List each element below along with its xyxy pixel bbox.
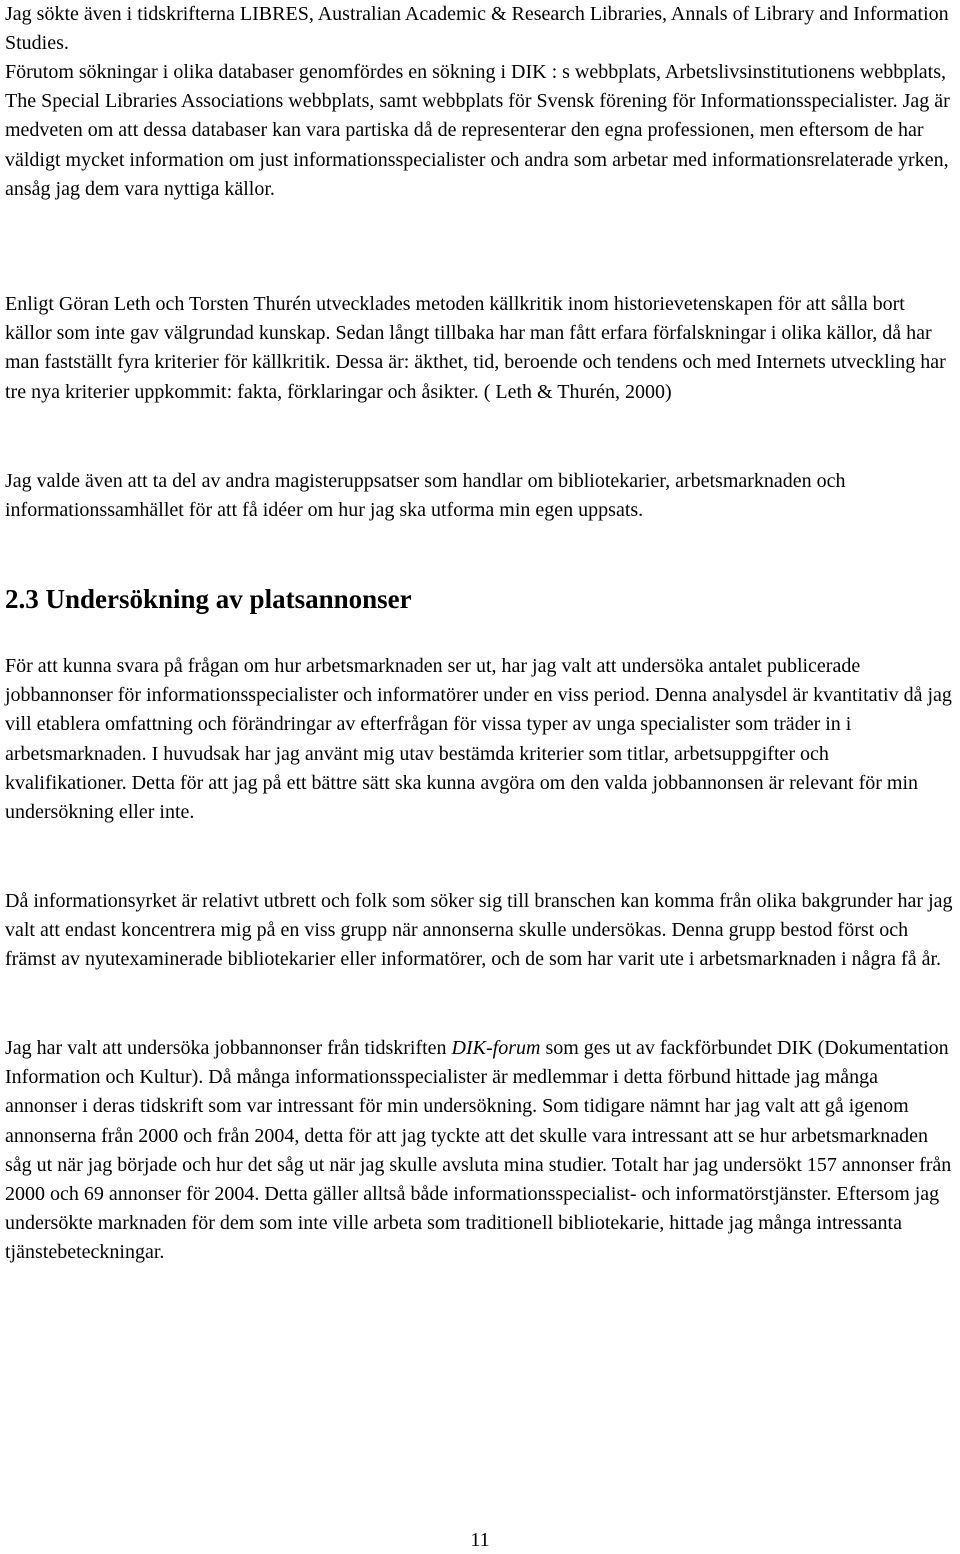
paragraph-source-criticism: Enligt Göran Leth och Torsten Thurén utvecklades metoden källkritik inom historievetenskapen för att sålla bort källor som inte gav välgrundad kunskap. Sedan långt tillbaka har man fått erfara förfalskningar i olika källor, då har man fastställt fyra kriterier för källkritik. Dessa är: äkthet, tid, beroende och tendens och med Internets utveckling har tre nya kriterier uppkommit: fakta, förklaringar och åsikter. ( Leth & Thurén, 2000) <box>5 293 946 403</box>
paragraph-target-group: Då informationsyrket är relativt utbrett och folk som söker sig till branschen kan komma från olika bakgrunder har jag valt att endast koncentrera mig på en viss grupp när annonserna skulle undersökas. Denna grupp bestod först och främst av nyutexaminerade bibliotekarier eller informatörer, och de som har varit ute i arbetsmarknaden i några få år. <box>5 890 953 971</box>
paragraph-websites: Förutom sökningar i olika databaser genomfördes en sökning i DIK : s webbplats, Arbetslivsinstitutionens webbplats, The Special Libraries Associations webbplats, samt webbplats för Svensk förening för Informationsspecialister. Jag är medveten om att dessa databaser kan vara partiska då de representerar den egna professionen, men eftersom de har väldigt mycket information om just informationsspecialister och andra som arbetar med informationsrelaterade yrken, ansåg jag dem vara nyttiga källor. <box>5 61 950 200</box>
section-heading: 2.3 Undersökning av platsannonser <box>5 584 412 614</box>
page-number: 11 <box>470 1529 490 1551</box>
document-page <box>5 0 955 1554</box>
paragraph-master-theses: Jag valde även att ta del av andra magisteruppsatser som handlar om bibliotekarier, arbetsmarknaden och informationssamhället för att få idéer om hur jag ska utforma min egen uppsats. <box>5 470 846 522</box>
paragraph-dik-forum-body: som ges ut av fackförbundet DIK (Dokumentation Information och Kultur). Då många informationsspecialister är medlemmar i detta förbund hittade jag många annonser i deras tidskrift som var intressant för min undersökning. Som tidigare nämnt har jag valt att gå igenom annonserna från 2000 och från 2004, detta för att jag tyckte att det skulle vara intressant att se hur arbetsmarknaden såg ut när jag började och hur det såg ut när jag skulle avsluta mina studier. Totalt har jag undersökt 157 annonser från 2000 och 69 annonser för 2004. Detta gäller alltså både informationsspecialist- och informatörstjänster. Eftersom jag undersökte marknaden för dem som inte ville arbeta som traditionell bibliotekarie, hittade jag många intressanta tjänstebeteckningar. <box>5 1037 952 1264</box>
journal-title: DIK-forum <box>451 1037 541 1059</box>
paragraph-dik-forum-intro: Jag har valt att undersöka jobbannonser från tidskriften <box>5 1037 452 1059</box>
paragraph-dik-forum <box>5 1034 955 1268</box>
paragraph-journals: Jag sökte även i tidskrifterna LIBRES, Australian Academic & Research Libraries, Annals of Library and Information Studies. <box>5 3 949 55</box>
paragraph-job-ads-purpose: För att kunna svara på frågan om hur arbetsmarknaden ser ut, har jag valt att undersöka antalet publicerade jobbannonser för informationsspecialister och informatörer under en viss period. Denna analysdel är kvantitativ då jag vill etablera omfattning och förändringar av efterfrågan för vissa typer av unga specialister som träder in i arbetsmarknaden. I huvudsak har jag använt mig utav bestämda kriterier som titlar, arbetsuppgifter och kvalifikationer. Detta för att jag på ett bättre sätt ska kunna avgöra om den valda jobbannonsen är relevant för min undersökning eller inte. <box>5 655 952 824</box>
